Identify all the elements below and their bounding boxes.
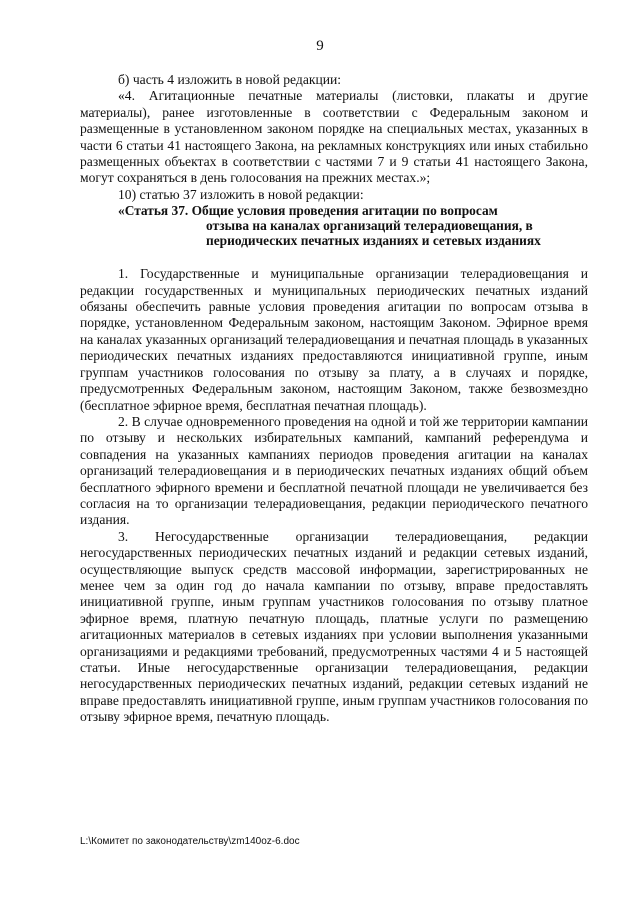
paragraph-clause-3: 3. Негосударственные организации телерадиовещания, редакции негосударственных периодических печатных изданий и редакции сетевых изданий, осуществляющие выпуск средств массовой информации, зарегистрированных не менее чем за один год до начала кампании по отзыву, вправе предоставлять инициативной группе, иным группам участников голосования по отзыву платное эфирное время, платную печатную площадь, платные услуги по размещению агитационных материалов в сетевых изданиях при условии выполнения указанными организациями и редакциями требований, предусмотренных частями 4 и 5 настоящей статьи. Иные негосударственные организации телерадиовещания, редакции негосударственных периодических печатных изданий, редакции сетевых изданий не вправе предоставлять инициативной группе, иным группам участников голосования по отзыву эфирное время, печатную площадь.: [80, 528, 588, 725]
paragraph-clause-1: 1. Государственные и муниципальные организации телерадиовещания и редакции государственных и муниципальных периодических печатных изданий обязаны обеспечить равные условия проведения агитации по вопросам отзыва в порядке, установленном Федеральным законом, настоящим Законом. Эфирное время на каналах указанных организаций телерадиовещания и печатная площадь в указанных периодических печатных изданиях предоставляются инициативной группе, иным группам участников голосования по отзыву за плату, а в случаях и порядке, предусмотренных Федеральным законом, настоящим Законом, также безвозмездно (бесплатное эфирное время, бесплатная печатная площадь).: [80, 266, 589, 413]
article-prefix: «Статья 37.: [118, 203, 189, 219]
paragraph-article-37-intro: 10) статью 37 изложить в новой редакции:: [118, 186, 364, 202]
page-number: 9: [316, 38, 324, 54]
paragraph-clause-2: 2. В случае одновременного проведения на одной и той же территории кампании по отзыву и нескольких избирательных кампаний, кампаний референдума и совпадения на указанных кампаниях периодов проведения агитации на каналах организаций телерадиовещания и в периодических печатных изданиях общий объем бесплатного эфирного времени и бесплатной печатной площади не увеличивается без согласия на то организации телерадиовещания, редакции периодического печатного издания.: [80, 413, 588, 528]
paragraph-amendment-intro: б) часть 4 изложить в новой редакции:: [118, 72, 342, 87]
document-body: [80, 72, 588, 726]
article-heading-line1: [118, 203, 588, 218]
article-title-rest: отзыва на каналах организаций телерадиовещания, в периодических печатных изданиях и сетевых изданиях: [206, 218, 541, 249]
footer-file-path: L:\Комитет по законодательству\zm140oz-6.doc: [80, 836, 300, 847]
article-title-line1: Общие условия проведения агитации по вопросам: [191, 203, 498, 219]
paragraph-part-4-text: «4. Агитационные печатные материалы (листовки, плакаты и другие материалы), ранее изготовленные в соответствии с Федеральным законом и размещенные в установленном законом порядке на специальных местах, указанных в части 6 статьи 41 настоящего Закона, на рекламных конструкциях или иных стабильно размещенных объектах в соответствии с частями 7 и 9 статьи 41 настоящего Закона, могут сохраняться в день голосования на прежних местах.»;: [80, 88, 588, 186]
article-37-heading: [118, 203, 588, 248]
